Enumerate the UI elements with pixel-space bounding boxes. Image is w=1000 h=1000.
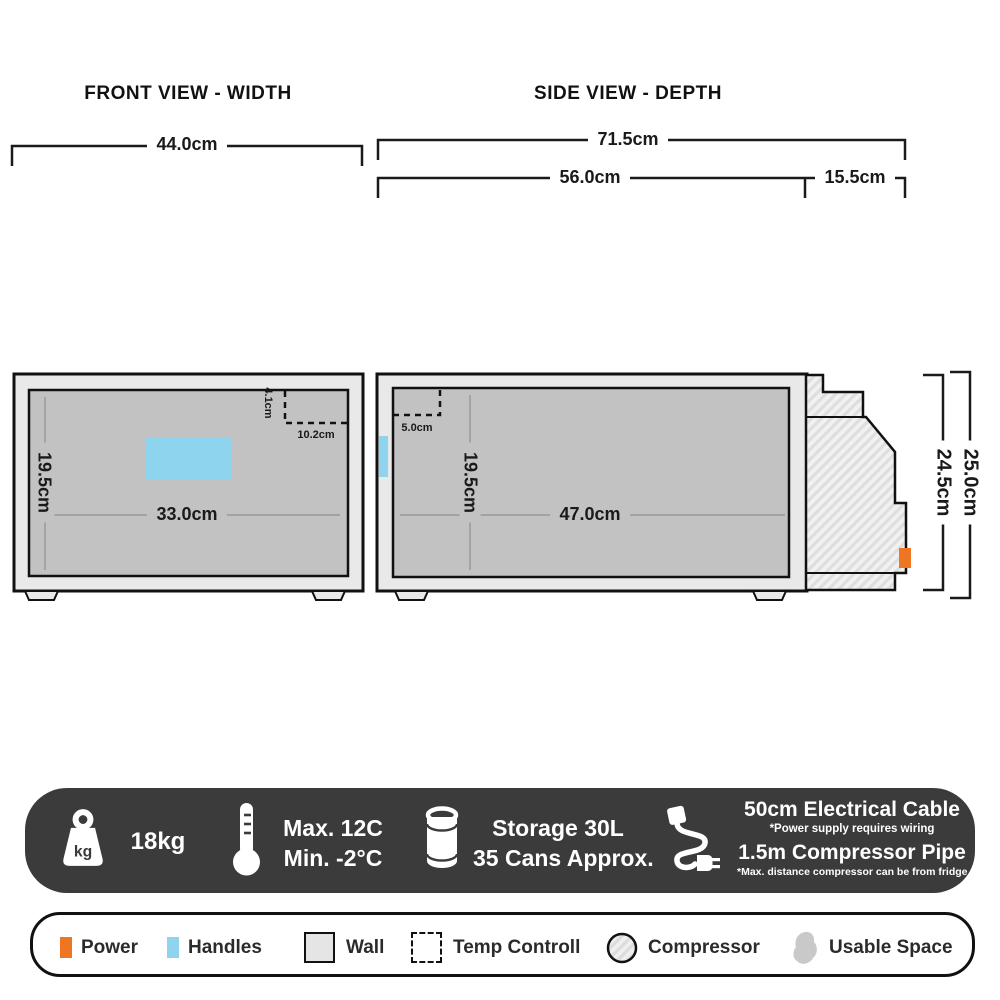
dim-side-inner-width: 47.0cm: [550, 504, 630, 525]
dim-height-body: 24.5cm: [932, 441, 955, 525]
cable-electrical: 50cm Electrical Cable: [744, 798, 960, 821]
front-view-title: FRONT VIEW - WIDTH: [84, 83, 292, 104]
power-cable-icon: [665, 803, 727, 879]
legend-label: Power: [81, 936, 139, 958]
dim-depth-body: 56.0cm: [550, 167, 630, 188]
legend-item-wall: [304, 915, 384, 980]
power-connector: [899, 548, 911, 568]
dim-front-width: 44.0cm: [147, 134, 227, 155]
weight-value: 18kg: [130, 828, 186, 855]
side-view-title: SIDE VIEW - DEPTH: [534, 83, 722, 104]
legend-label: Usable Space: [829, 936, 953, 958]
legend-item-temp-controll: [411, 915, 580, 980]
legend-item-handles: [167, 915, 262, 980]
temp-min: Min. -2°C: [283, 845, 383, 871]
thermometer-icon: [231, 800, 262, 878]
legend-label: Handles: [188, 936, 262, 958]
front-handle: [145, 438, 232, 480]
front-foot-right: [312, 591, 345, 600]
cable-electrical-note: *Power supply requires wiring: [769, 823, 935, 835]
side-foot-right: [753, 591, 786, 600]
dim-front-inner-width: 33.0cm: [147, 504, 227, 525]
front-inner-wall: [29, 390, 348, 576]
dim-front-temp-width: 10.2cm: [297, 429, 335, 441]
temp-max: Max. 12C: [283, 815, 383, 841]
usable-space-swatch-icon: [790, 930, 820, 966]
side-inner-wall: [393, 388, 789, 577]
cable-compressor-note: *Max. distance compressor can be from fridge: [737, 866, 968, 878]
dim-front-temp-height: 4.1cm: [262, 387, 274, 419]
dim-depth-total: 71.5cm: [588, 129, 668, 150]
compressor-swatch-icon: [605, 931, 639, 965]
cable-compressor: 1.5m Compressor Pipe: [738, 841, 966, 864]
storage-cans: 35 Cans Approx.: [473, 845, 654, 871]
legend-item-usable-space: [790, 915, 953, 980]
can-icon: [424, 805, 460, 871]
dim-front-inner-height: 19.5cm: [34, 443, 55, 523]
spec-info-bar: [25, 788, 975, 893]
weight-icon-kg-text: kg: [73, 843, 93, 861]
legend-item-compressor: [605, 915, 760, 980]
dim-height-total: 25.0cm: [959, 441, 982, 525]
wall-swatch-icon: [304, 932, 335, 963]
dim-depth-compressor: 15.5cm: [815, 167, 895, 188]
legend-bar: [30, 912, 975, 977]
usable-space-shape: [806, 375, 906, 590]
front-foot-left: [25, 591, 58, 600]
legend-label: Compressor: [648, 936, 760, 958]
storage-volume: Storage 30L: [492, 815, 624, 841]
handles-swatch-icon: [167, 937, 179, 958]
side-foot-left: [395, 591, 428, 600]
dim-side-temp-width: 5.0cm: [401, 422, 433, 434]
temp-controll-swatch-icon: [411, 932, 442, 963]
weight-icon: [58, 806, 108, 872]
dim-side-inner-height: 19.5cm: [460, 443, 481, 523]
legend-label: Wall: [346, 936, 385, 958]
legend-label: Temp Controll: [453, 936, 581, 958]
legend-item-power: [60, 915, 138, 980]
side-handle: [379, 436, 388, 477]
power-swatch-icon: [60, 937, 72, 958]
